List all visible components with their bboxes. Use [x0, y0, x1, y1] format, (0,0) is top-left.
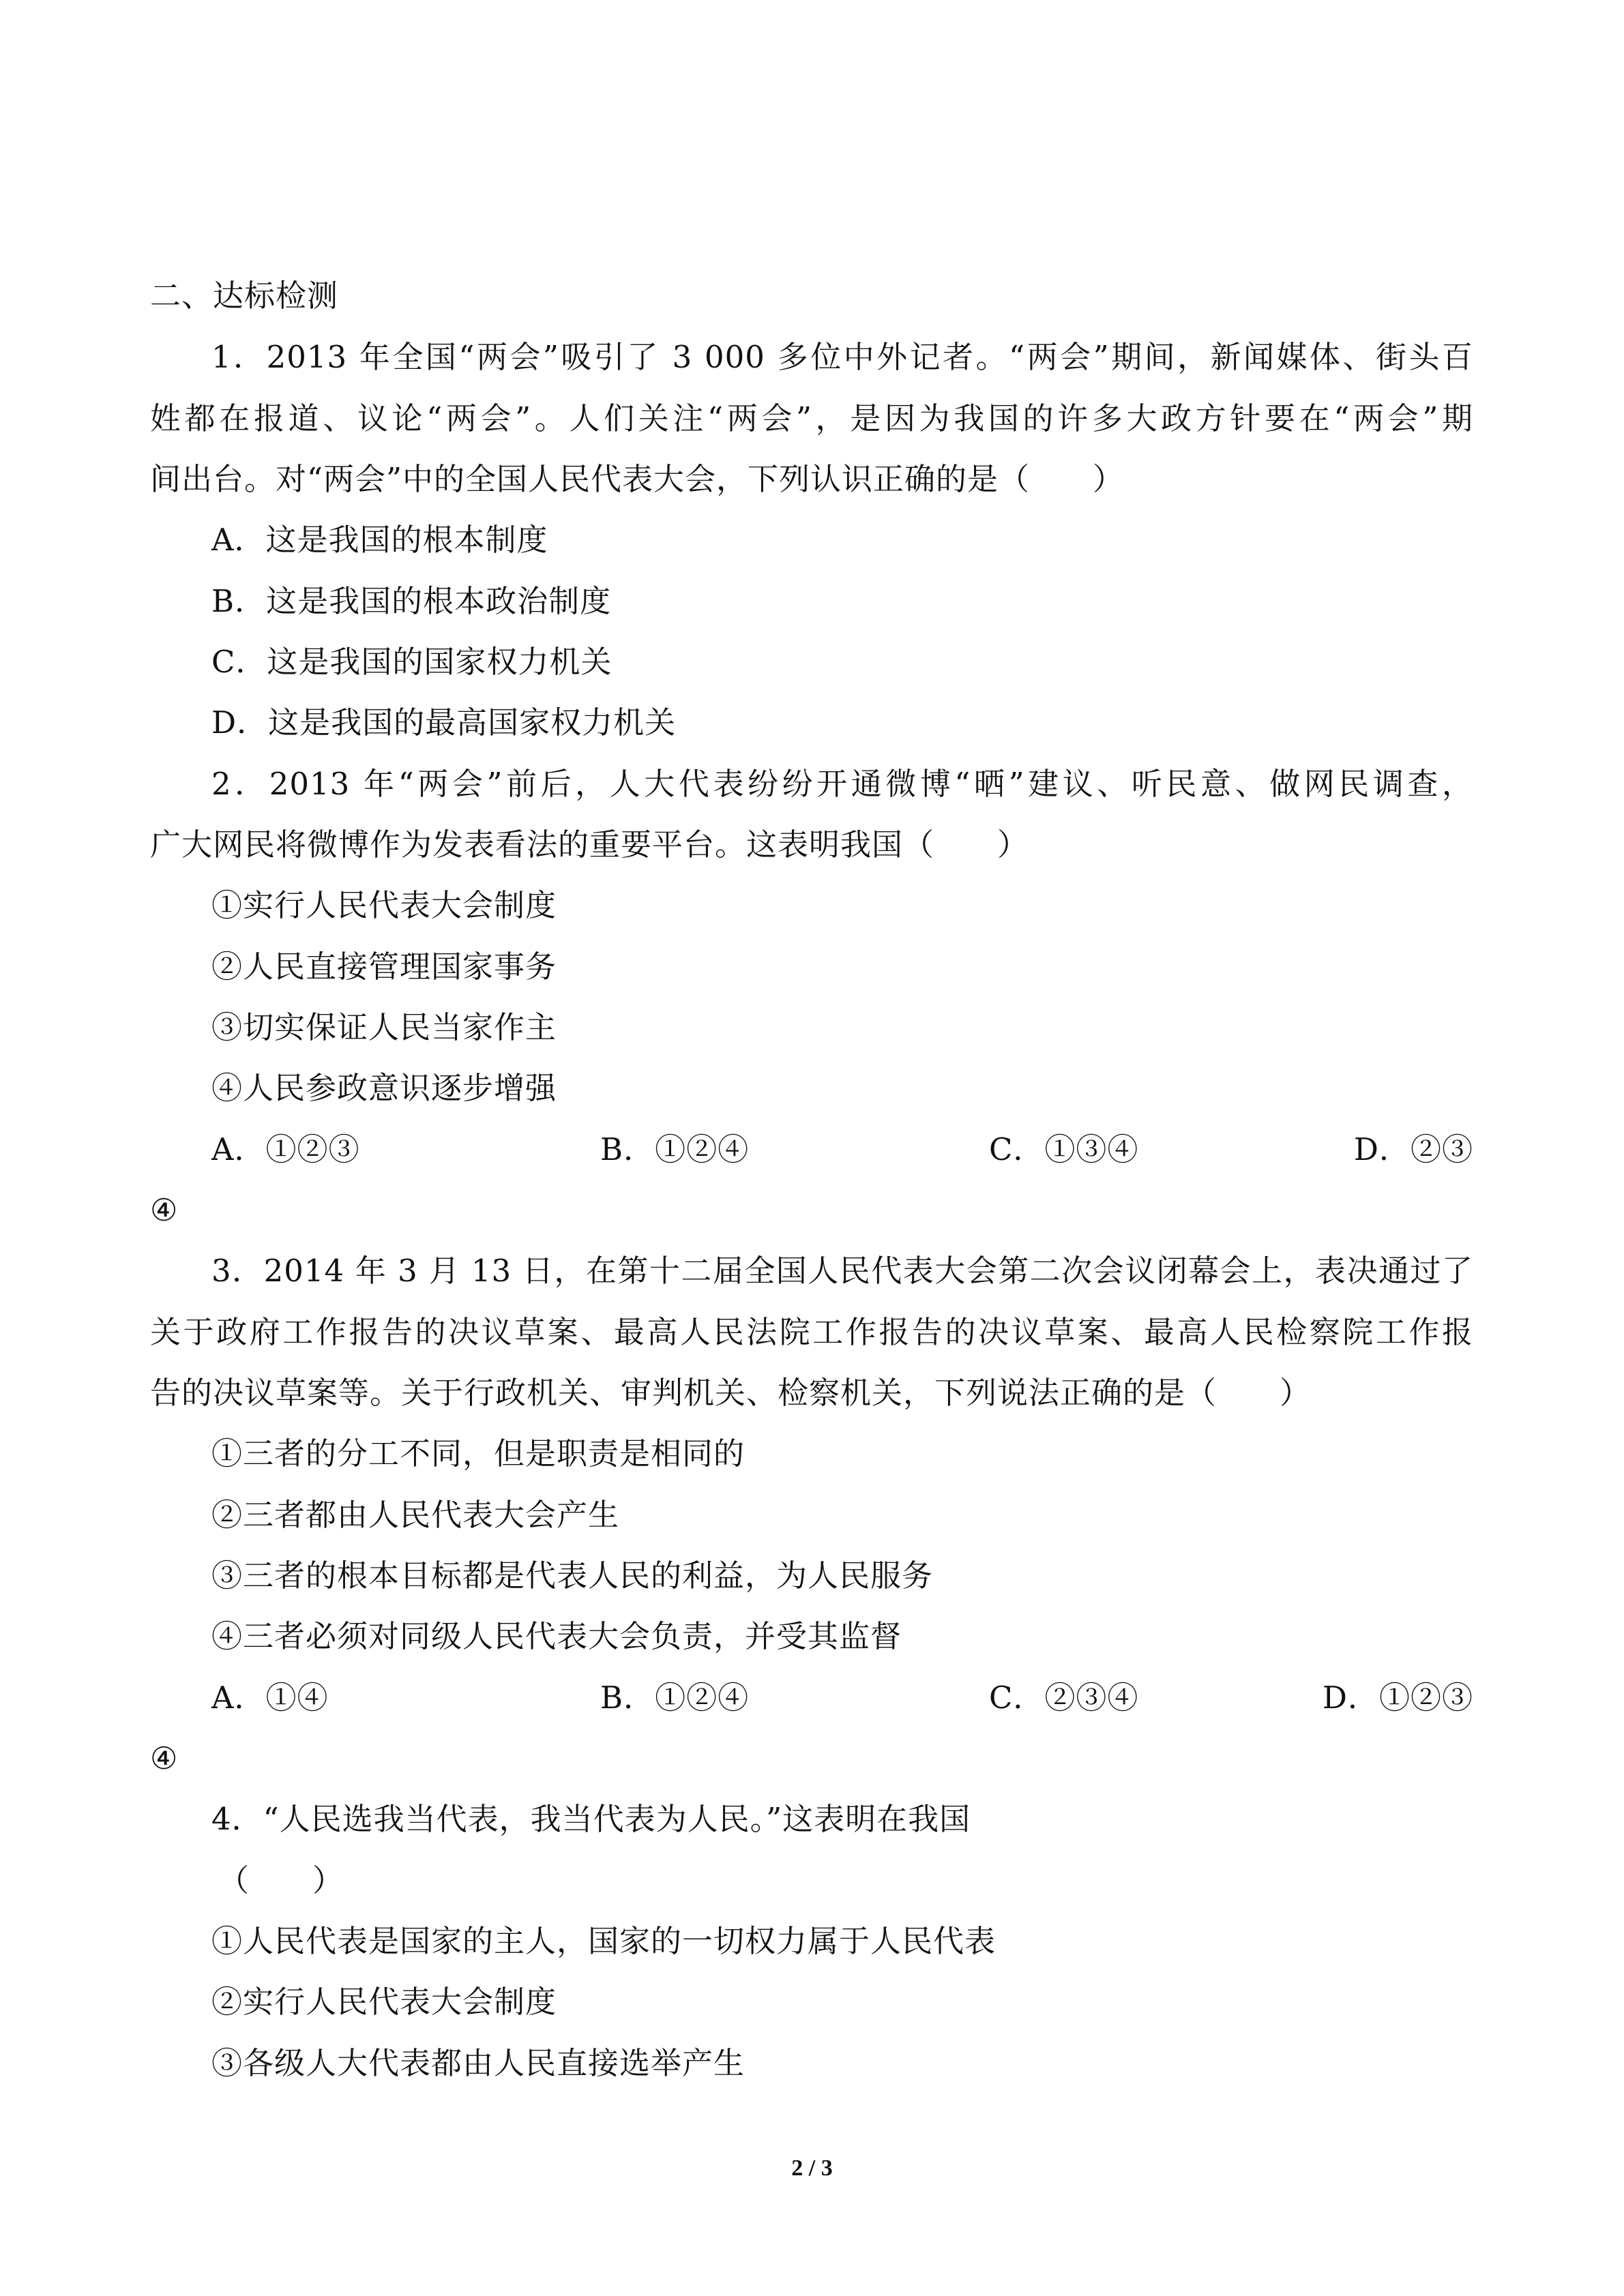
q1-option-b: B．这是我国的根本政治制度: [211, 583, 612, 619]
q4-statement-2: ②实行人民代表大会制度: [211, 1984, 557, 2020]
q2-choice-c: C．①③④: [989, 1131, 1139, 1167]
q3-text-line-3: 告的决议草案等。关于行政机关、审判机关、检察机关，下列说法正确的是（ ）: [150, 1375, 1312, 1411]
q2-statement-2: ②人民直接管理国家事务: [211, 949, 557, 985]
q3-choice-d-wrap: ④: [150, 1740, 179, 1776]
q1-text-line-2: 姓都在报道、议论“两会”。人们关注“两会”，是因为我国的许多大政方针要在“两会”期: [150, 400, 1473, 436]
q3-statement-1: ①三者的分工不同，但是职责是相同的: [211, 1435, 745, 1472]
q3-text-line-2: 关于政府工作报告的决议草案、最高人民法院工作报告的决议草案、最高人民检察院工作报: [150, 1314, 1473, 1350]
q2-text-line-2: 广大网民将微博作为发表看法的重要平台。这表明我国（ ）: [150, 826, 1029, 863]
q3-choice-d: D．①②③: [1322, 1680, 1473, 1716]
q3-statement-4: ④三者必须对同级人民代表大会负责，并受其监督: [211, 1618, 902, 1654]
q2-text-line-1: 2．2013 年“两会”前后，人大代表纷纷开通微博“晒”建议、听民意、做网民调查，: [211, 766, 1473, 802]
page-number: 2 / 3: [791, 2156, 833, 2181]
section-title: 二、达标检测: [150, 278, 339, 314]
q1-option-c: C．这是我国的国家权力机关: [211, 644, 612, 680]
q2-choice-d-wrap: ④: [150, 1192, 179, 1228]
q4-text-line-1: 4．“人民选我当代表，我当代表为人民。”这表明在我国: [211, 1801, 971, 1837]
q3-text-line-1: 3．2014 年 3 月 13 日，在第十二届全国人民代表大会第二次会议闭幕会上，表决通过了: [211, 1253, 1473, 1289]
q1-option-d: D．这是我国的最高国家权力机关: [211, 704, 677, 741]
q4-statement-3: ③各级人大代表都由人民直接选举产生: [211, 2045, 745, 2081]
q2-statement-4: ④人民参政意识逐步增强: [211, 1070, 557, 1106]
q2-statement-1: ①实行人民代表大会制度: [211, 887, 557, 923]
q3-choice-c: C．②③④: [989, 1680, 1139, 1716]
q1-option-a: A．这是我国的根本制度: [211, 522, 548, 558]
q2-choice-b: B．①②④: [600, 1131, 750, 1167]
q2-statement-3: ③切实保证人民当家作主: [211, 1009, 557, 1045]
q2-choice-d: D．②③: [1353, 1131, 1473, 1167]
q1-text-line-3: 间出台。对“两会”中的全国人民代表大会，下列认识正确的是（ ）: [150, 461, 1125, 497]
q4-text-line-2: （ ）: [218, 1862, 344, 1898]
q3-choice-b: B．①②④: [600, 1680, 750, 1716]
q1-text-line-1: 1．2013 年全国“两会”吸引了 3 000 多位中外记者。“两会”期间，新闻媒体、街头百: [211, 339, 1473, 375]
q3-choice-a: A．①④: [211, 1680, 329, 1716]
q2-choice-a: A．①②③: [211, 1131, 360, 1167]
q4-statement-1: ①人民代表是国家的主人，国家的一切权力属于人民代表: [211, 1923, 996, 1959]
q3-statement-2: ②三者都由人民代表大会产生: [211, 1497, 620, 1533]
q2-choices: [211, 1129, 1473, 1170]
q3-statement-3: ③三者的根本目标都是代表人民的利益，为人民服务: [211, 1557, 934, 1594]
q3-choices: [211, 1678, 1473, 1718]
